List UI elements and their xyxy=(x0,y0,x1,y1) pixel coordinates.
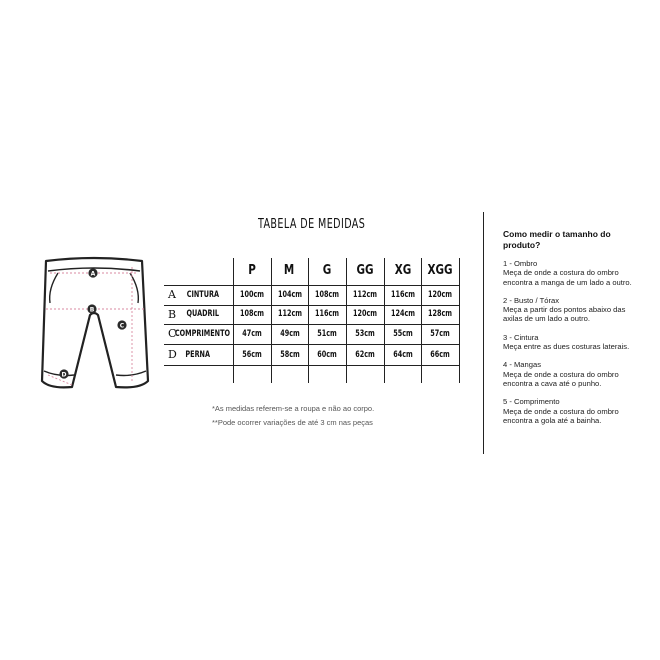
table-rule-1 xyxy=(164,305,459,306)
shorts-illustration xyxy=(36,253,156,398)
guide-item-text: Meça entre as dues costuras laterais. xyxy=(503,342,630,352)
table-cell: 64cm xyxy=(393,350,413,360)
table-cell: 57cm xyxy=(430,329,450,339)
table-cell: 60cm xyxy=(317,350,337,360)
guide-item-text: Meça de onde a costura do ombro xyxy=(503,369,619,379)
guide-item-text: encontra a gola até a bainha. xyxy=(503,415,602,425)
table-cell: 66cm xyxy=(430,350,450,360)
table-cell: 58cm xyxy=(280,350,300,360)
table-title: TABELA DE MEDIDAS xyxy=(258,217,366,232)
svg-text:C: C xyxy=(119,322,125,330)
table-rule-4 xyxy=(164,365,459,366)
table-cell: 53cm xyxy=(355,329,375,339)
marker-c xyxy=(117,320,126,329)
table-cell: 100cm xyxy=(239,290,265,300)
table-col-rule-0 xyxy=(233,258,234,383)
guide-item-text: Meça a partir dos pontos abaixo das xyxy=(503,305,626,315)
guide-item-text: encontra a manga de um lado a outro. xyxy=(503,277,632,287)
guide-item-busto xyxy=(503,296,658,324)
guide-item-heading: 1 - Ombro xyxy=(503,259,538,268)
size-header-xg: XG xyxy=(394,263,412,278)
table-cell: 112cm xyxy=(352,290,378,300)
table-cell: 128cm xyxy=(427,309,453,319)
guide-item-mangas xyxy=(503,360,658,388)
size-header-xgg: XGG xyxy=(427,263,453,278)
size-header-g: G xyxy=(322,263,332,278)
guide-item-text: Meça de onde a costura do ombro xyxy=(503,406,619,416)
row-letter: A xyxy=(168,288,176,301)
table-col-rule-6 xyxy=(459,258,460,383)
guide-title-line: Como medir o tamanho do xyxy=(503,229,611,239)
table-rule-top xyxy=(164,285,459,286)
table-cell: 116cm xyxy=(390,290,416,300)
guide-item-cintura xyxy=(503,333,658,352)
guide-title xyxy=(503,229,658,251)
table-col-rule-2 xyxy=(308,258,309,383)
row-label: COMPRIMENTO xyxy=(174,329,230,339)
guide-item-heading: 4 - Mangas xyxy=(503,360,541,370)
measurement-lines xyxy=(46,267,144,385)
note-variation: **Pode ocorrer variações de até 3 cm nas peças xyxy=(212,418,373,427)
guide-item-ombro xyxy=(503,259,658,287)
row-label: CINTURA xyxy=(186,290,219,300)
table-cell: 124cm xyxy=(390,309,416,319)
guide-item-text: Meça de onde a costura do ombro xyxy=(503,268,619,278)
table-cell: 104cm xyxy=(277,290,303,300)
guide-item-heading: 5 - Comprimento xyxy=(503,397,560,407)
guide-item-text: encontra a cava até o punho. xyxy=(503,378,602,388)
marker-a xyxy=(88,268,97,277)
note-measurements: *As medidas referem-se a roupa e não ao corpo. xyxy=(212,404,375,413)
table-cell: 51cm xyxy=(317,329,337,339)
svg-text:B: B xyxy=(89,306,95,314)
svg-text:D: D xyxy=(61,371,67,379)
shorts-right-hem xyxy=(116,371,146,376)
size-header-m: M xyxy=(283,263,295,278)
svg-text:A: A xyxy=(90,270,96,278)
row-letter: D xyxy=(168,348,177,361)
shorts-right-pocket xyxy=(130,273,138,303)
row-label: PERNA xyxy=(185,350,210,360)
measurement-guide xyxy=(503,229,658,434)
table-cell: 55cm xyxy=(393,329,413,339)
table-cell: 116cm xyxy=(314,309,340,319)
table-cell: 112cm xyxy=(277,309,303,319)
table-cell: 47cm xyxy=(242,329,262,339)
table-cell: 108cm xyxy=(314,290,340,300)
table-cell: 108cm xyxy=(239,309,265,319)
table-col-rule-5 xyxy=(421,258,422,383)
row-letter: C xyxy=(168,327,177,340)
table-cell: 49cm xyxy=(280,329,300,339)
size-header-p: P xyxy=(248,263,256,278)
guide-item-heading: 3 - Cintura xyxy=(503,332,539,342)
guide-title-line: produto? xyxy=(503,240,541,250)
table-col-rule-4 xyxy=(384,258,385,383)
marker-b xyxy=(87,304,96,313)
guide-item-text: axilas de um lado a outro. xyxy=(503,314,590,324)
guide-item-comprimento xyxy=(503,397,658,425)
guide-item-heading: 2 - Busto / Tórax xyxy=(503,295,559,305)
shorts-left-pocket xyxy=(50,273,58,303)
table-rule-2 xyxy=(164,324,459,325)
size-header-gg: GG xyxy=(356,263,374,278)
table-col-rule-1 xyxy=(271,258,272,383)
table-cell: 56cm xyxy=(242,350,262,360)
row-label: QUADRIL xyxy=(186,309,219,319)
row-letter: B xyxy=(168,308,177,321)
table-col-rule-3 xyxy=(346,258,347,383)
table-rule-3 xyxy=(164,344,459,345)
table-cell: 120cm xyxy=(352,309,378,319)
section-divider xyxy=(483,212,484,454)
table-cell: 120cm xyxy=(427,290,453,300)
marker-d xyxy=(59,369,68,378)
table-cell: 62cm xyxy=(355,350,375,360)
